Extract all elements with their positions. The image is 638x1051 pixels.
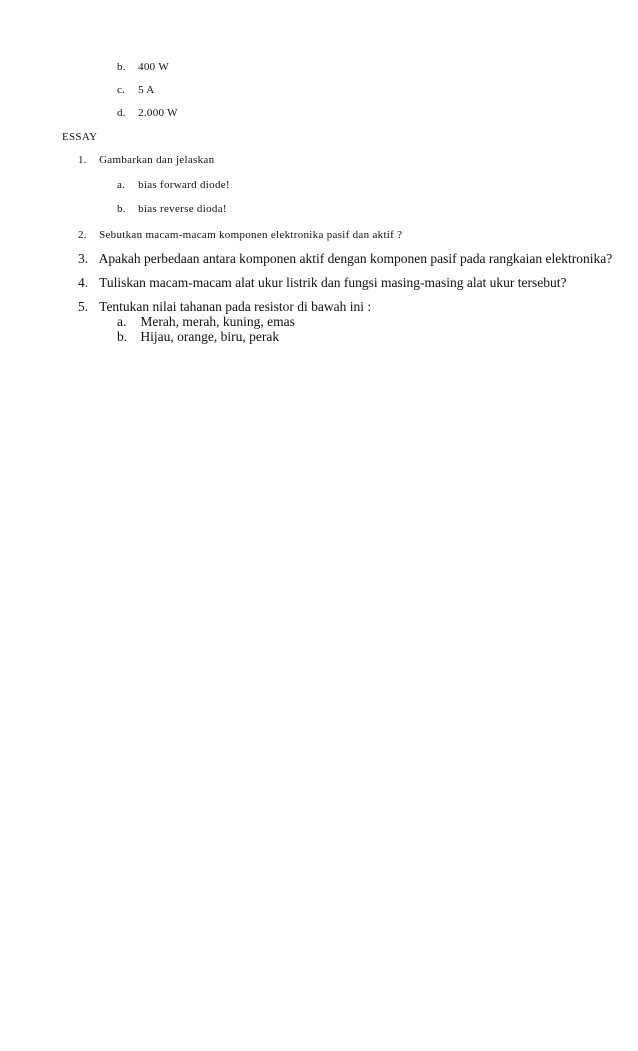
sub-letter: a.: [117, 314, 127, 329]
sub-letter: b.: [117, 203, 126, 215]
question-text: Apakah perbedaan antara komponen aktif dengan komponen pasif pada rangkaian elektronika?: [98, 251, 613, 266]
option-text: 2.000 W: [138, 107, 178, 119]
sub-text: bias forward diode!: [138, 179, 230, 191]
question-text: Gambarkan dan jelaskan: [99, 154, 215, 166]
essay-question-1: [78, 155, 214, 166]
option-text: 5 A: [138, 84, 155, 96]
question-number: 1.: [78, 154, 87, 166]
mc-option-d: [117, 108, 178, 119]
option-letter: b.: [117, 61, 126, 73]
question-number: 5.: [78, 299, 89, 314]
mc-option-c: [117, 85, 155, 96]
question-text: Tuliskan macam-macam alat ukur listrik dan fungsi masing-masing alat ukur tersebut?: [99, 275, 567, 290]
question-number: 2.: [78, 229, 87, 241]
essay-heading: ESSAY: [62, 131, 98, 143]
essay-question-2: [78, 230, 402, 241]
essay-question-4: [78, 276, 567, 290]
question-text: Sebutkan macam-macam komponen elektronika pasif dan aktif ?: [99, 229, 403, 241]
mc-option-b: [117, 62, 169, 73]
essay-question-1-sub-a: [117, 180, 230, 191]
sub-text: Merah, merah, kuning, emas: [140, 314, 295, 329]
sub-letter: a.: [117, 179, 126, 191]
sub-letter: b.: [117, 329, 128, 344]
option-text: 400 W: [138, 61, 169, 73]
option-letter: c.: [117, 84, 126, 96]
option-letter: d.: [117, 107, 126, 119]
question-number: 4.: [78, 275, 89, 290]
sub-text: bias reverse dioda!: [138, 203, 227, 215]
essay-question-3: [78, 252, 612, 266]
essay-question-1-sub-b: [117, 204, 227, 215]
essay-question-5: [78, 300, 371, 314]
essay-question-5-sub-b: [117, 330, 279, 344]
question-text: Tentukan nilai tahanan pada resistor di bawah ini :: [99, 299, 372, 314]
question-number: 3.: [78, 251, 89, 266]
essay-question-5-sub-a: [117, 315, 295, 329]
sub-text: Hijau, orange, biru, perak: [140, 329, 280, 344]
